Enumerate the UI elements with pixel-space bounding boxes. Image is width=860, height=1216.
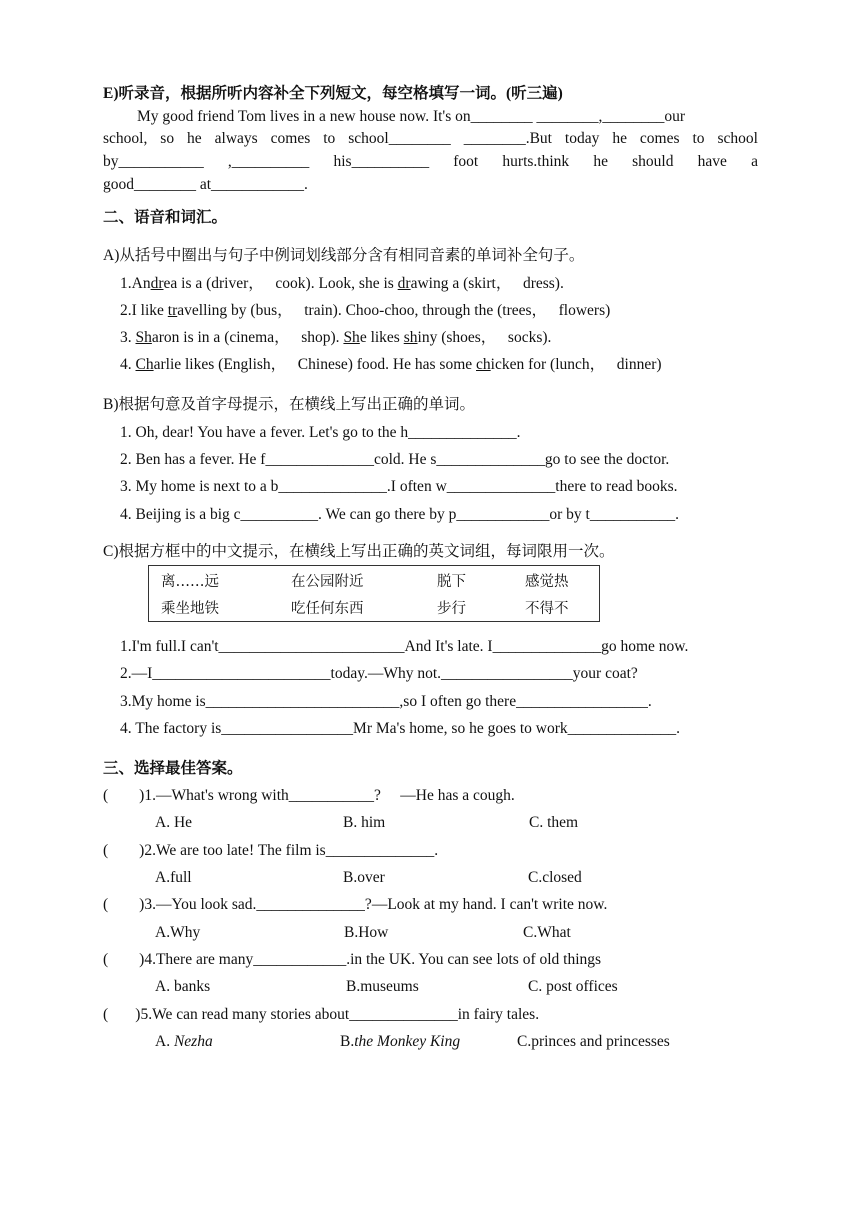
word-box-cell: 不得不 xyxy=(525,601,569,617)
word-box-cell: 离……远 xyxy=(161,574,219,590)
section-e-line-2: school, so he always comes to school________ ________.But today he comes to school xyxy=(103,130,758,147)
question-1-stem: ( )1.—What's wrong with___________? —He has a cough. xyxy=(103,787,515,804)
question-4-stem: ( )4.There are many____________.in the UK. You can see lots of old things xyxy=(103,951,602,968)
question-5-stem: ( )5.We can read many stories about______________in fairy tales. xyxy=(103,1006,540,1023)
question-1-option-a: A. He xyxy=(155,814,193,831)
part-c-item-1: 1.I'm full.I can't________________________And It's late. I______________go home now. xyxy=(120,638,689,655)
part-b-item-4: 4. Beijing is a big c__________. We can go there by p____________or by t___________. xyxy=(120,506,679,523)
question-3-stem: ( )3.—You look sad.______________?—Look at my hand. I can't write now. xyxy=(103,896,608,913)
part-c-instruction: C)根据方框中的中文提示，在横线上写出正确的英文词组，每词限用一次。 xyxy=(103,543,615,560)
question-5-option-b: B.the Monkey King xyxy=(340,1033,461,1050)
part-c-item-3: 3.My home is_________________________,so I often go there_________________. xyxy=(120,693,652,710)
part-b-item-1: 1. Oh, dear! You have a fever. Let's go to the h______________. xyxy=(120,424,521,441)
question-1-option-c: C. them xyxy=(529,814,579,831)
word-box xyxy=(148,565,600,622)
word-box-cell: 脱下 xyxy=(437,574,466,590)
word-box-cell: 步行 xyxy=(437,601,466,617)
part-c-item-2: 2.—I_______________________today.—Why not._________________your coat? xyxy=(120,665,638,682)
word-box-cell: 乘坐地铁 xyxy=(161,601,219,617)
part-b-item-2: 2. Ben has a fever. He f______________cold. He s______________go to see the doctor. xyxy=(120,451,670,468)
question-3-option-c: C.What xyxy=(523,924,571,941)
word-box-cell: 吃任何东西 xyxy=(291,601,364,617)
part-c-item-4: 4. The factory is_________________Mr Ma's home, so he goes to work______________. xyxy=(120,720,681,737)
section-3-title: 三、选择最佳答案。 xyxy=(103,760,243,777)
question-2-stem: ( )2.We are too late! The film is______________. xyxy=(103,842,439,859)
section-e-line-3: by___________ ,__________ his__________ foot hurts.think he should have a xyxy=(103,153,758,170)
question-4-option-c: C. post offices xyxy=(528,978,618,995)
question-4-option-b: B.museums xyxy=(346,978,419,995)
part-b-instruction: B)根据句意及首字母提示，在横线上写出正确的单词。 xyxy=(103,396,476,413)
part-a-instruction: A)从括号中圈出与句子中例词划线部分含有相同音素的单词补全句子。 xyxy=(103,247,585,264)
word-box-cell: 在公园附近 xyxy=(291,574,364,590)
part-a-item-3: 3. Sharon is in a (cinema， shop). She likes shiny (shoes， socks). xyxy=(120,329,552,346)
part-a-item-4: 4. Charlie likes (English， Chinese) food. He has some chicken for (lunch， dinner) xyxy=(120,356,662,373)
section-e-line-4: good________ at____________. xyxy=(103,176,308,193)
part-b-item-3: 3. My home is next to a b______________.I often w______________there to read books. xyxy=(120,478,678,495)
word-box-cell: 感觉热 xyxy=(525,574,569,590)
question-5-option-c: C.princes and princesses xyxy=(517,1033,670,1050)
question-1-option-b: B. him xyxy=(343,814,386,831)
question-2-option-c: C.closed xyxy=(528,869,582,886)
question-4-option-a: A. banks xyxy=(155,978,211,995)
question-2-option-a: A.full xyxy=(155,869,192,886)
question-3-option-b: B.How xyxy=(344,924,389,941)
question-2-option-b: B.over xyxy=(343,869,385,886)
section-e-title: E)听录音，根据所听内容补全下列短文，每空格填写一词。(听三遍) xyxy=(103,85,563,102)
part-a-item-2: 2.I like travelling by (bus， train). Choo-choo, through the (trees， flowers) xyxy=(120,302,611,319)
question-5-option-a: A. Nezha xyxy=(155,1033,213,1050)
section-2-title: 二、语音和词汇。 xyxy=(103,209,228,226)
section-e-line-1: My good friend Tom lives in a new house now. It's on________ ________,________our xyxy=(137,108,686,125)
part-a-item-1: 1.Andrea is a (driver， cook). Look, she is drawing a (skirt， dress). xyxy=(120,275,564,292)
question-3-option-a: A.Why xyxy=(155,924,201,941)
